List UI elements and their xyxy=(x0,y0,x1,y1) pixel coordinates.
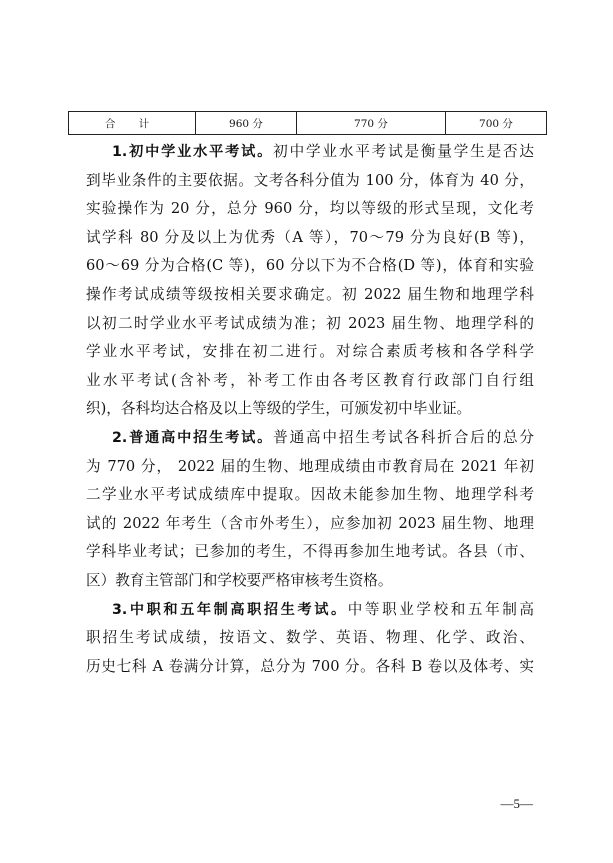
table-cell-score: 700 分 xyxy=(446,112,547,135)
paragraph-line: 试的 2022 年考生（含市外考生），应参加初 2023 届生物、地理 xyxy=(86,514,534,532)
paragraph-line: 试学科 80 分及以上为优秀（A 等），70～79 分为良好(B 等)， xyxy=(86,228,534,246)
page-number: —5— xyxy=(500,796,533,811)
section-heading: 3.中职和五年制高职招生考试。 xyxy=(112,601,348,618)
paragraph-line: 二学业水平考试成绩库中提取。因故未能参加生物、地理学科考 xyxy=(86,486,534,504)
paragraph-line: 2.普通高中招生考试。普通高中招生考试各科折合后的总分 xyxy=(112,428,534,446)
paragraph-line: 以初二时学业水平考试成绩为准；初 2023 届生物、地理学科的 xyxy=(86,314,534,332)
table-row xyxy=(69,112,547,135)
paragraph-line: 60～69 分为合格(C 等)，60 分以下为不合格(D 等)，体育和实验 xyxy=(86,257,534,275)
paragraph-line: 实验操作为 20 分，总分 960 分，均以等级的形式呈现，文化考 xyxy=(86,200,534,218)
paragraph-line: 1.初中学业水平考试。初中学业水平考试是衡量学生是否达 xyxy=(112,143,534,160)
score-total-table xyxy=(68,111,547,135)
paragraph-line: 为 770 分， 2022 届的生物、地理成绩由市教育局在 2021 年初 xyxy=(86,457,534,475)
paragraph-line: 职招生考试成绩，按语文、数学、英语、物理、化学、政治、 xyxy=(86,629,534,647)
body-text xyxy=(86,138,534,681)
paragraph-line: 历史七科 A 卷满分计算，总分为 700 分。各科 B 卷以及体考、实 xyxy=(86,657,534,675)
paragraph-line: 织)，各科均达合格及以上等级的学生，可颁发初中毕业证。 xyxy=(86,400,472,418)
section-heading: 2.普通高中招生考试。 xyxy=(112,429,274,446)
paragraph-line: 学业水平考试，安排在初二进行。对综合素质考核和各学科学 xyxy=(86,343,534,361)
paragraph-line: 操作考试成绩等级按相关要求确定。初 2022 届生物和地理学科 xyxy=(86,285,534,303)
paragraph-line: 区）教育主管部门和学校要严格审核考生资格。 xyxy=(86,571,393,589)
paragraph-line: 到毕业条件的主要依据。文考各科分值为 100 分，体育为 40 分， xyxy=(86,171,534,189)
paragraph-line: 3.中职和五年制高职招生考试。中等职业学校和五年制高 xyxy=(112,600,534,618)
paragraph-line: 学科毕业考试；已参加的考生，不得再参加生地考试。各县（市、 xyxy=(86,543,534,561)
paragraph-line: 业水平考试(含补考，补考工作由各考区教育行政部门自行组 xyxy=(86,371,534,389)
table-cell-total-label: 合 计 xyxy=(69,112,196,135)
table-cell-score: 770 分 xyxy=(297,112,446,135)
section-heading: 1.初中学业水平考试。 xyxy=(112,144,274,160)
table-cell-score: 960 分 xyxy=(196,112,297,135)
